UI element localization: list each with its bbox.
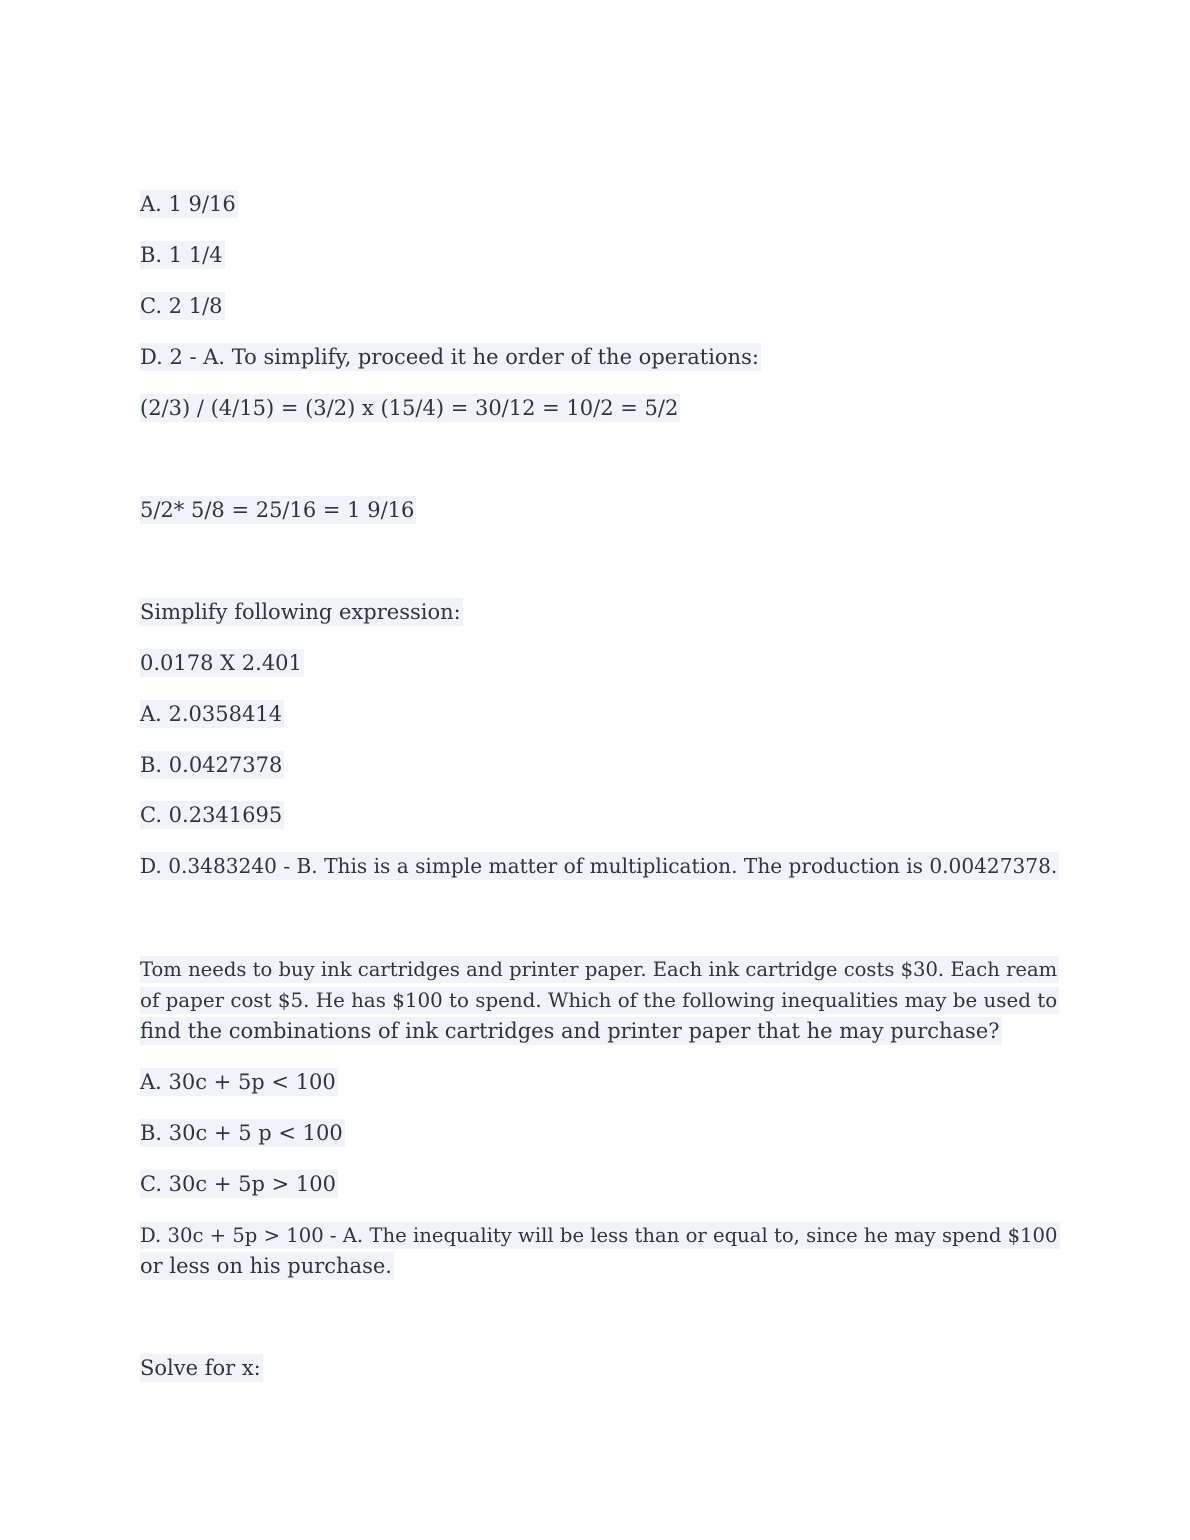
answer-option-a-2: [140, 699, 284, 730]
answer-option-c-1: [140, 291, 225, 322]
answer-option-d-1: [140, 342, 761, 373]
text-line: B. 30c + 5 p < 100: [140, 1121, 343, 1145]
answer-option-b-2: [140, 750, 284, 781]
question-3-prompt-line-3: [140, 1016, 1002, 1047]
answer-option-a-1: [140, 189, 238, 220]
text-line: C. 30c + 5p > 100: [140, 1172, 336, 1196]
answer-option-a-3: [140, 1067, 338, 1098]
text-line: A. 2.0358414: [140, 702, 283, 726]
text-line: 0.0178 X 2.401: [140, 651, 302, 675]
text-line: find the combinations of ink cartridges and printer paper that he may purchase?: [140, 1019, 1000, 1043]
text-line: B. 0.0427378: [140, 753, 283, 777]
text-line: D. 0.3483240 - B. This is a simple matter of multiplication. The production is 0.00427378.: [140, 854, 1058, 878]
text-line: Solve for x:: [140, 1356, 261, 1380]
answer-option-d-3-line-2: [140, 1251, 394, 1282]
question-3-prompt-line-1: [140, 954, 1059, 985]
text-line: 5/2* 5/8 = 25/16 = 1 9/16: [140, 498, 415, 522]
answer-option-c-3: [140, 1169, 338, 1200]
text-line: A. 30c + 5p < 100: [140, 1070, 336, 1094]
text-line: D. 30c + 5p > 100 - A. The inequality will be less than or equal to, since he may spend $100: [140, 1224, 1058, 1247]
text-line: A. 1 9/16: [140, 192, 236, 216]
text-line: Simplify following expression:: [140, 600, 461, 624]
answer-option-b-1: [140, 240, 225, 271]
text-line: of paper cost $5. He has $100 to spend. Which of the following inequalities may be used to: [140, 989, 1058, 1012]
question-4-prompt: [140, 1353, 263, 1384]
text-line: B. 1 1/4: [140, 243, 223, 267]
text-line: C. 2 1/8: [140, 294, 223, 318]
text-line: D. 2 - A. To simplify, proceed it he order of the operations:: [140, 345, 759, 369]
text-line: Tom needs to buy ink cartridges and printer paper. Each ink cartridge costs $30. Each ream: [140, 958, 1058, 981]
answer-option-b-3: [140, 1118, 345, 1149]
answer-option-d-3-line-1: [140, 1220, 1060, 1251]
question-3-prompt-line-2: [140, 985, 1059, 1016]
answer-option-d-2: [140, 851, 1059, 882]
text-line: or less on his purchase.: [140, 1254, 392, 1278]
solution-step-1: [140, 393, 680, 424]
text-line: (2/3) / (4/15) = (3/2) x (15/4) = 30/12 = 10/2 = 5/2: [140, 396, 679, 420]
text-line: C. 0.2341695: [140, 803, 283, 827]
question-2-prompt: [140, 597, 463, 628]
question-2-expression: [140, 648, 304, 679]
solution-step-2: [140, 495, 416, 526]
answer-option-c-2: [140, 800, 284, 831]
